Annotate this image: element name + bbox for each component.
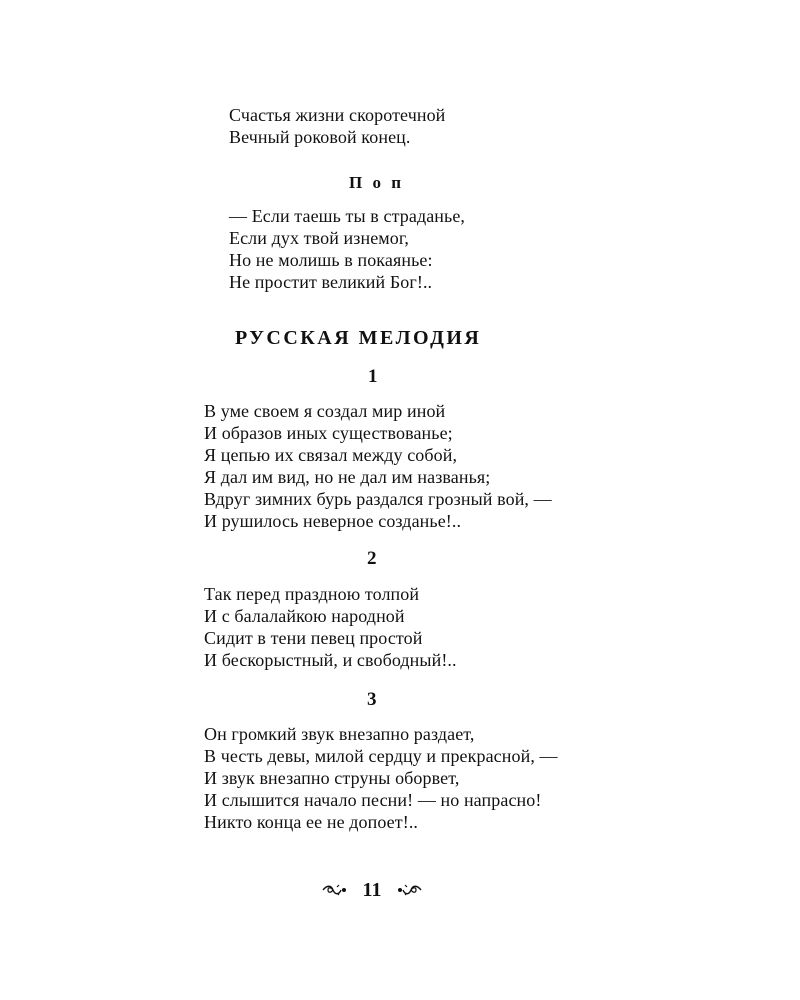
verse-line: И с балалайкою народной	[204, 606, 405, 626]
verse-line: И слышится начало песни! — но напрасно!	[204, 790, 542, 810]
section-number: 3	[367, 689, 377, 710]
verse-line: Не простит великий Бог!..	[229, 272, 433, 292]
page-footer	[322, 876, 422, 904]
verse-line: В честь девы, милой сердцу и прекрасной, —	[204, 746, 558, 766]
verse-line: И звук внезапно струны оборвет,	[204, 768, 460, 788]
verse-line: Я цепью их связал между собой,	[204, 445, 458, 465]
verse-line: Но не молишь в покаянье:	[229, 250, 433, 270]
poem-title: РУССКАЯ МЕЛОДИЯ	[235, 327, 482, 349]
flourish-ornament-left-icon	[322, 882, 348, 898]
verse-line: Так перед праздною толпой	[204, 584, 420, 604]
verse-line: И бескорыстный, и свободный!..	[204, 650, 457, 670]
verse-line: Вечный роковой конец.	[229, 127, 411, 147]
verse-line: Он громкий звук внезапно раздает,	[204, 724, 475, 744]
verse-line: Я дал им вид, но не дал им названья;	[204, 467, 491, 487]
page-number: 11	[362, 878, 382, 901]
speaker-name: П о п	[349, 173, 405, 192]
verse-line: В уме своем я создал мир иной	[204, 401, 446, 421]
verse-line: Вдруг зимних бурь раздался грозный вой, —	[204, 489, 552, 509]
section-number: 1	[368, 366, 378, 387]
verse-line: И образов иных существованье;	[204, 423, 453, 443]
section-number: 2	[367, 548, 377, 569]
verse-line: И рушилось неверное созданье!..	[204, 511, 462, 531]
flourish-ornament-right-icon	[396, 882, 422, 898]
verse-line: — Если таешь ты в страданье,	[229, 206, 466, 226]
verse-line: Сидит в тени певец простой	[204, 628, 423, 648]
verse-line: Никто конца ее не допоет!..	[204, 812, 419, 832]
verse-line: Счастья жизни скоротечной	[229, 105, 446, 125]
verse-line: Если дух твой изнемог,	[229, 228, 409, 248]
